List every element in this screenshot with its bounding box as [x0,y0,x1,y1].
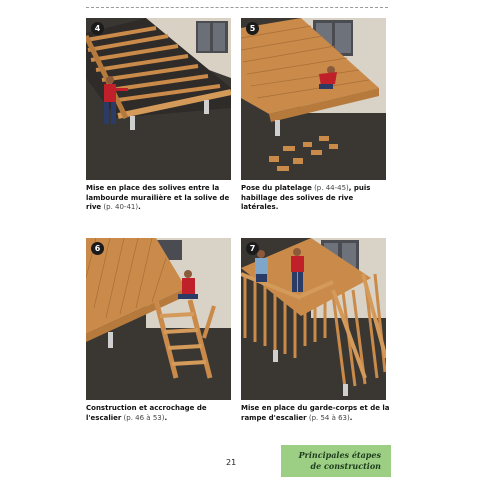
caption-page-ref: (p. 40-41) [101,203,139,211]
step-number-badge: 6 [91,242,104,255]
step-6-caption [86,404,236,423]
step-number-badge: 7 [246,242,259,255]
caption-end-text: . [138,203,141,211]
step-6-illustration [86,238,231,400]
page-number: 21 [226,458,237,467]
caption-bold-text: Construction et accrochage de l'escalier [86,404,207,422]
step-7-photo [241,238,386,400]
top-divider [86,7,388,8]
step-4-caption [86,184,236,213]
step-4-photo [86,18,231,180]
step-6-photo [86,238,231,400]
caption-bold-text: Mise en place du garde-corps et de la rampe d'escalier [241,404,390,422]
caption-end-text: . [349,413,353,422]
step-4-illustration [86,18,231,180]
caption-end-text: , puis habillage des solives de rive latérales. [241,184,371,211]
step-number-badge: 5 [246,22,259,35]
step-7-illustration [241,238,386,400]
step-5-photo [241,18,386,180]
caption-bold-text: Mise en place des solives entre la lambourde murailière et la solive de rive [86,184,230,211]
caption-end-text: . [164,413,168,422]
step-number-badge: 4 [91,22,104,35]
caption-page-ref: (p. 46 à 53) [121,413,165,422]
section-title-box [281,445,391,477]
step-7-caption [241,404,391,423]
caption-bold-text: Pose du platelage [241,184,312,192]
section-title-line-2: de construction [310,461,381,471]
step-5-illustration [241,18,386,180]
caption-page-ref: (p. 54 à 63) [306,413,350,422]
step-5-caption [241,184,389,213]
section-title-line-1: Principales étapes [298,450,381,460]
caption-page-ref: (p. 44-45) [311,184,349,192]
